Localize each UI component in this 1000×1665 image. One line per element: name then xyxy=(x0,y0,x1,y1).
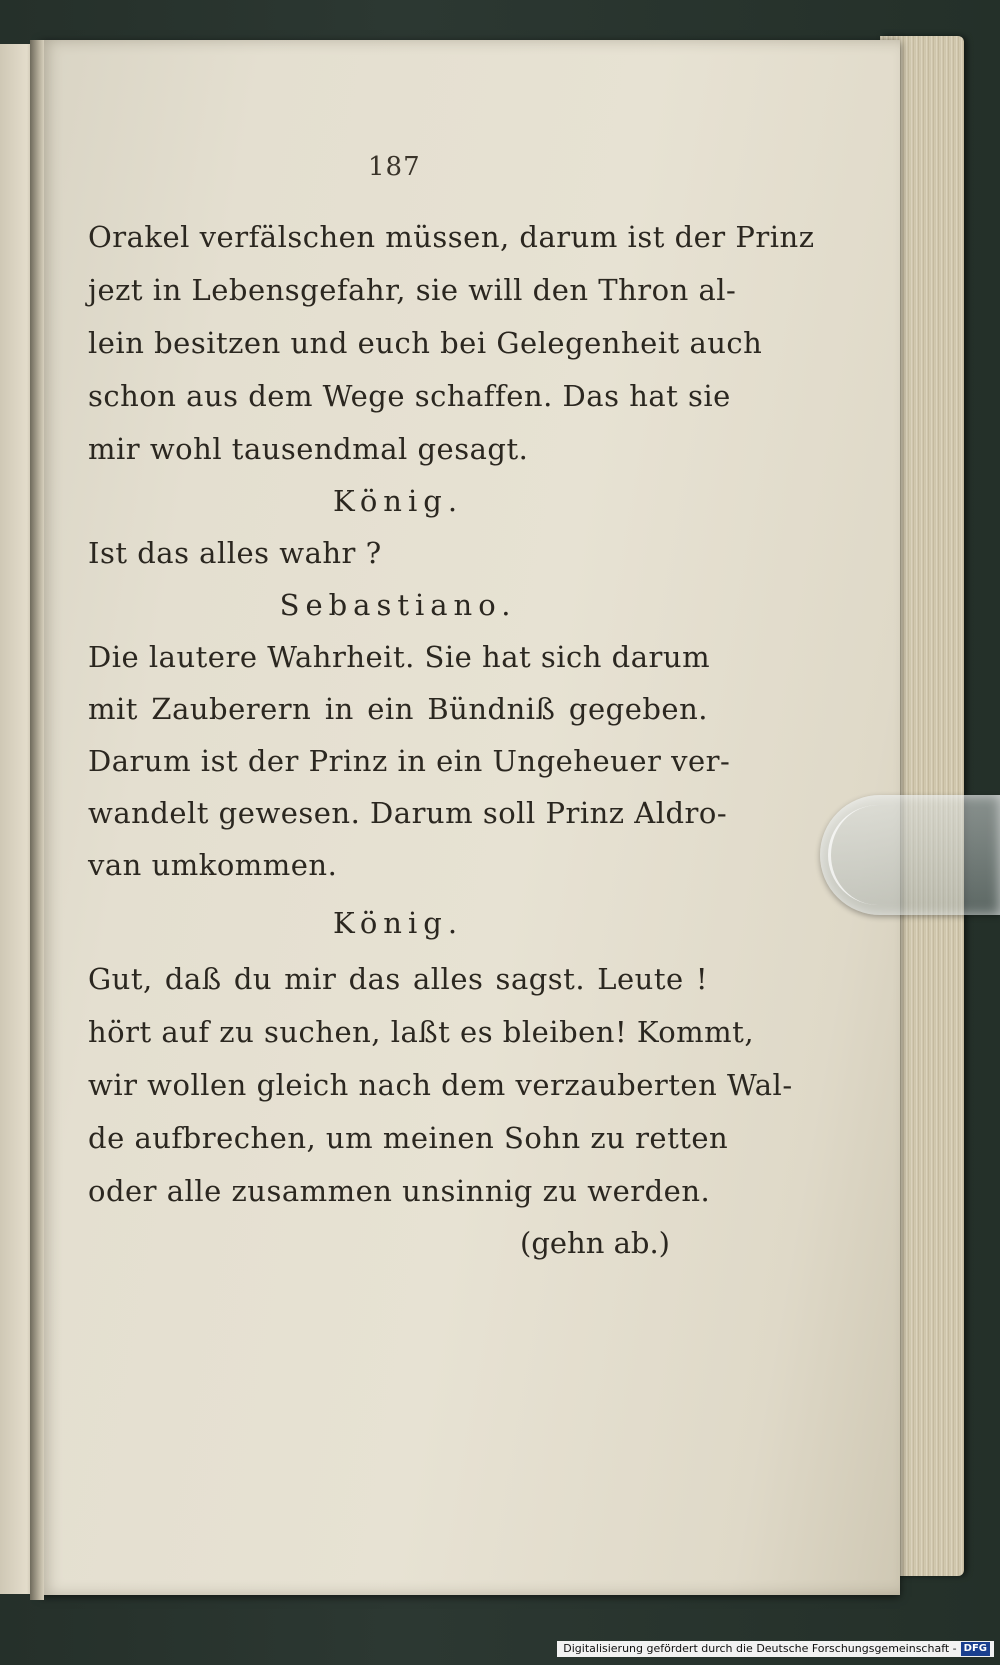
text-line: mit Zauberern in ein Bündniß gegeben. xyxy=(88,692,708,726)
text-line: Darum ist der Prinz in ein Ungeheuer ver- xyxy=(88,744,731,778)
speaker-name: König. xyxy=(332,906,464,940)
book-gutter xyxy=(30,40,44,1600)
text-line: lein besitzen und euch bei Gelegenheit auch xyxy=(88,326,763,360)
text-line: Gut, daß du mir das alles sagst. Leute ! xyxy=(88,962,708,996)
speaker-name: König. xyxy=(332,484,464,518)
digitization-footer xyxy=(557,1641,994,1657)
speaker-name: Sebastiano. xyxy=(279,588,517,622)
text-line: jezt in Lebensgefahr, sie will den Thron al- xyxy=(88,273,737,307)
text-line: oder alle zusammen unsinnig zu werden. xyxy=(88,1174,711,1208)
text-line: schon aus dem Wege schaffen. Das hat sie xyxy=(88,379,731,413)
page-clip xyxy=(820,795,1000,915)
text-line: van umkommen. xyxy=(88,848,338,882)
dfg-logo: DFG xyxy=(961,1642,990,1656)
text-line: de aufbrechen, um meinen Sohn zu retten xyxy=(88,1121,729,1155)
text-line: Ist das alles wahr ? xyxy=(88,536,382,570)
stage-direction: (gehn ab.) xyxy=(520,1226,670,1260)
text-line: mir wohl tausendmal gesagt. xyxy=(88,432,529,466)
text-line: wir wollen gleich nach dem verzauberten Wal- xyxy=(88,1068,793,1102)
text-line: Die lautere Wahrheit. Sie hat sich darum xyxy=(88,640,711,674)
page-number: 187 xyxy=(368,152,421,182)
text-line: hört auf zu suchen, laßt es bleiben! Kommt, xyxy=(88,1015,755,1049)
page-clip-highlight xyxy=(828,805,891,905)
text-line: Orakel verfälschen müssen, darum ist der Prinz xyxy=(88,220,815,254)
footer-text: Digitalisierung gefördert durch die Deutsche Forschungsgemeinschaft - xyxy=(563,1642,957,1655)
text-line: wandelt gewesen. Darum soll Prinz Aldro- xyxy=(88,796,728,830)
